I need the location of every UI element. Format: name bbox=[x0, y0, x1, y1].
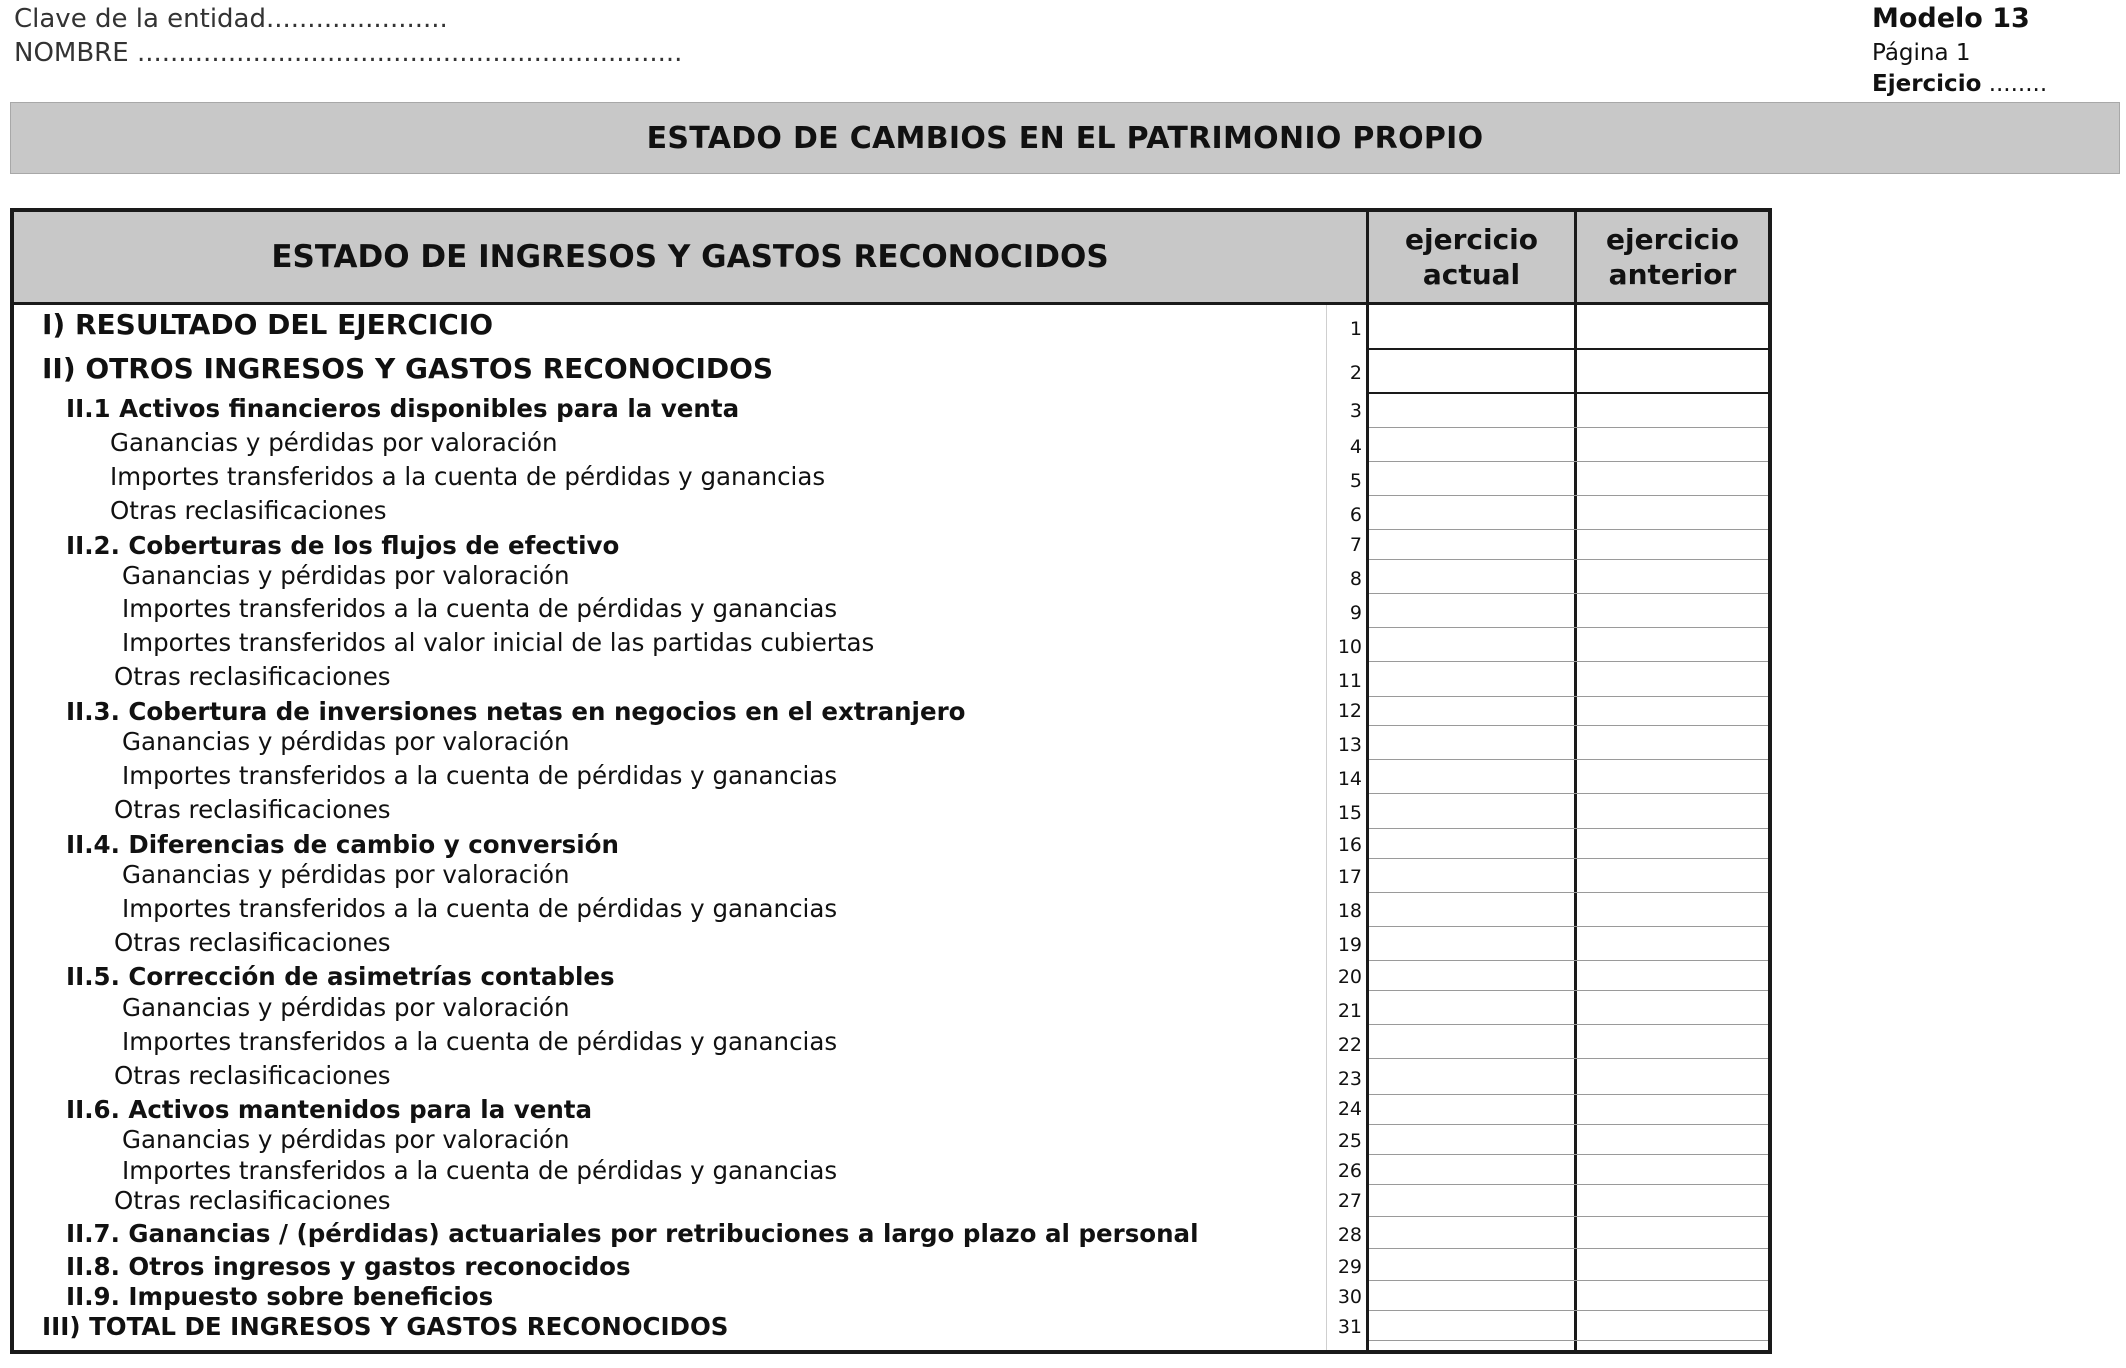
table-header bbox=[14, 212, 1768, 305]
cell-divider bbox=[1369, 725, 1768, 726]
row-number-29: 29 bbox=[1337, 1256, 1362, 1278]
row-label-15: Otras reclasificaciones bbox=[114, 795, 391, 824]
column-header-current-line1: ejercicio bbox=[1404, 223, 1538, 256]
row-label-26: Importes transferidos a la cuenta de pérdidas y ganancias bbox=[122, 1156, 838, 1185]
number-column-divider bbox=[1326, 305, 1327, 1350]
row-label-29: II.8. Otros ingresos y gastos reconocidos bbox=[66, 1252, 631, 1281]
page-title-banner: ESTADO DE CAMBIOS EN EL PATRIMONIO PROPIO bbox=[10, 102, 2120, 174]
cell-divider bbox=[1369, 960, 1768, 961]
cell-divider bbox=[1369, 1124, 1768, 1125]
row-label-1: I) RESULTADO DEL EJERCICIO bbox=[42, 308, 494, 341]
row-label-28: II.7. Ganancias / (pérdidas) actuariales por retribuciones a largo plazo al personal bbox=[66, 1219, 1199, 1248]
row-number-15: 15 bbox=[1337, 802, 1362, 824]
cell-divider bbox=[1369, 495, 1768, 496]
cell-divider bbox=[1369, 529, 1768, 530]
row-number-22: 22 bbox=[1337, 1034, 1362, 1056]
row-label-13: Ganancias y pérdidas por valoración bbox=[122, 727, 570, 756]
column-header-current-line2: actual bbox=[1422, 258, 1521, 291]
cell-divider bbox=[1369, 392, 1768, 394]
row-label-4: Ganancias y pérdidas por valoración bbox=[110, 428, 558, 457]
row-label-3: II.1 Activos financieros disponibles para la venta bbox=[66, 394, 740, 423]
row-label-12: II.3. Cobertura de inversiones netas en negocios en el extranjero bbox=[66, 697, 966, 726]
row-label-17: Ganancias y pérdidas por valoración bbox=[122, 860, 570, 889]
row-number-3: 3 bbox=[1349, 400, 1362, 422]
row-number-11: 11 bbox=[1337, 670, 1362, 692]
row-label-27: Otras reclasificaciones bbox=[114, 1186, 391, 1215]
row-number-31: 31 bbox=[1337, 1316, 1362, 1338]
cell-divider bbox=[1369, 627, 1768, 628]
cell-divider bbox=[1369, 1216, 1768, 1217]
row-label-23: Otras reclasificaciones bbox=[114, 1061, 391, 1090]
cell-divider bbox=[1369, 990, 1768, 991]
exercise-label: Ejercicio bbox=[1872, 71, 1982, 97]
row-number-23: 23 bbox=[1337, 1068, 1362, 1090]
cell-divider bbox=[1369, 1280, 1768, 1281]
table-title: ESTADO DE INGRESOS Y GASTOS RECONOCIDOS bbox=[271, 239, 1109, 275]
exercise-value: ........ bbox=[1988, 71, 2048, 97]
row-number-12: 12 bbox=[1337, 700, 1362, 722]
row-label-19: Otras reclasificaciones bbox=[114, 928, 391, 957]
exercise-line bbox=[1872, 71, 2047, 97]
cell-divider bbox=[1369, 1340, 1768, 1341]
row-number-25: 25 bbox=[1337, 1130, 1362, 1152]
cell-divider bbox=[1369, 1094, 1768, 1095]
row-number-17: 17 bbox=[1337, 866, 1362, 888]
cell-divider bbox=[1369, 759, 1768, 760]
row-number-14: 14 bbox=[1337, 768, 1362, 790]
cell-divider bbox=[1369, 858, 1768, 859]
row-number-6: 6 bbox=[1349, 504, 1362, 526]
row-label-6: Otras reclasificaciones bbox=[110, 496, 387, 525]
row-number-24: 24 bbox=[1337, 1098, 1362, 1120]
entity-key-label: Clave de la entidad...................... bbox=[14, 4, 448, 34]
cell-divider bbox=[1369, 461, 1768, 462]
row-number-27: 27 bbox=[1337, 1190, 1362, 1212]
row-label-31: III) TOTAL DE INGRESOS Y GASTOS RECONOCIDOS bbox=[42, 1312, 729, 1341]
row-label-24: II.6. Activos mantenidos para la venta bbox=[66, 1095, 593, 1124]
row-label-18: Importes transferidos a la cuenta de pérdidas y ganancias bbox=[122, 894, 838, 923]
cell-divider bbox=[1369, 696, 1768, 697]
row-label-2: II) OTROS INGRESOS Y GASTOS RECONOCIDOS bbox=[42, 352, 774, 385]
cell-divider bbox=[1369, 1058, 1768, 1059]
row-number-19: 19 bbox=[1337, 934, 1362, 956]
column-header-previous-year bbox=[1574, 212, 1768, 302]
row-label-21: Ganancias y pérdidas por valoración bbox=[122, 993, 570, 1022]
model-label: Modelo 13 bbox=[1872, 3, 2030, 34]
page-label: Página 1 bbox=[1872, 40, 1971, 66]
row-label-30: II.9. Impuesto sobre beneficios bbox=[66, 1282, 494, 1311]
row-label-9: Importes transferidos a la cuenta de pérdidas y ganancias bbox=[122, 594, 838, 623]
row-number-18: 18 bbox=[1337, 900, 1362, 922]
row-label-8: Ganancias y pérdidas por valoración bbox=[122, 561, 570, 590]
row-label-10: Importes transferidos al valor inicial de las partidas cubiertas bbox=[122, 628, 875, 657]
column-header-previous-line2: anterior bbox=[1608, 258, 1737, 291]
row-number-21: 21 bbox=[1337, 1000, 1362, 1022]
cell-divider bbox=[1369, 661, 1768, 662]
cell-divider bbox=[1369, 926, 1768, 927]
row-label-11: Otras reclasificaciones bbox=[114, 662, 391, 691]
row-label-7: II.2. Coberturas de los flujos de efectivo bbox=[66, 531, 620, 560]
entity-name-label: NOMBRE .................................................................. bbox=[14, 38, 683, 68]
row-number-8: 8 bbox=[1349, 568, 1362, 590]
row-label-14: Importes transferidos a la cuenta de pérdidas y ganancias bbox=[122, 761, 838, 790]
cell-divider bbox=[1369, 1024, 1768, 1025]
cell-divider bbox=[1369, 1154, 1768, 1155]
row-number-20: 20 bbox=[1337, 966, 1362, 988]
cell-divider bbox=[1369, 427, 1768, 428]
row-label-25: Ganancias y pérdidas por valoración bbox=[122, 1125, 570, 1154]
row-number-13: 13 bbox=[1337, 734, 1362, 756]
cell-divider bbox=[1369, 892, 1768, 893]
cell-divider bbox=[1369, 1184, 1768, 1185]
row-number-1: 1 bbox=[1349, 318, 1362, 340]
cell-divider bbox=[1369, 828, 1768, 829]
row-number-26: 26 bbox=[1337, 1160, 1362, 1182]
cell-divider bbox=[1369, 593, 1768, 594]
cell-divider bbox=[1369, 1248, 1768, 1249]
row-number-7: 7 bbox=[1349, 534, 1362, 556]
row-number-4: 4 bbox=[1349, 436, 1362, 458]
row-number-10: 10 bbox=[1337, 636, 1362, 658]
cell-divider bbox=[1369, 559, 1768, 560]
row-label-20: II.5. Corrección de asimetrías contables bbox=[66, 962, 615, 991]
row-number-5: 5 bbox=[1349, 470, 1362, 492]
row-number-16: 16 bbox=[1337, 834, 1362, 856]
row-number-28: 28 bbox=[1337, 1224, 1362, 1246]
cell-divider bbox=[1369, 303, 1768, 305]
row-label-5: Importes transferidos a la cuenta de pérdidas y ganancias bbox=[110, 462, 826, 491]
cell-divider bbox=[1369, 348, 1768, 350]
income-expenses-table bbox=[10, 208, 1772, 1354]
row-number-9: 9 bbox=[1349, 602, 1362, 624]
row-label-16: II.4. Diferencias de cambio y conversión bbox=[66, 830, 619, 859]
row-number-2: 2 bbox=[1349, 362, 1362, 384]
cell-divider bbox=[1369, 793, 1768, 794]
row-label-22: Importes transferidos a la cuenta de pérdidas y ganancias bbox=[122, 1027, 838, 1056]
column-header-previous-line1: ejercicio bbox=[1605, 223, 1739, 256]
cell-divider bbox=[1369, 1310, 1768, 1311]
column-header-current-year bbox=[1366, 212, 1574, 302]
row-number-30: 30 bbox=[1337, 1286, 1362, 1308]
